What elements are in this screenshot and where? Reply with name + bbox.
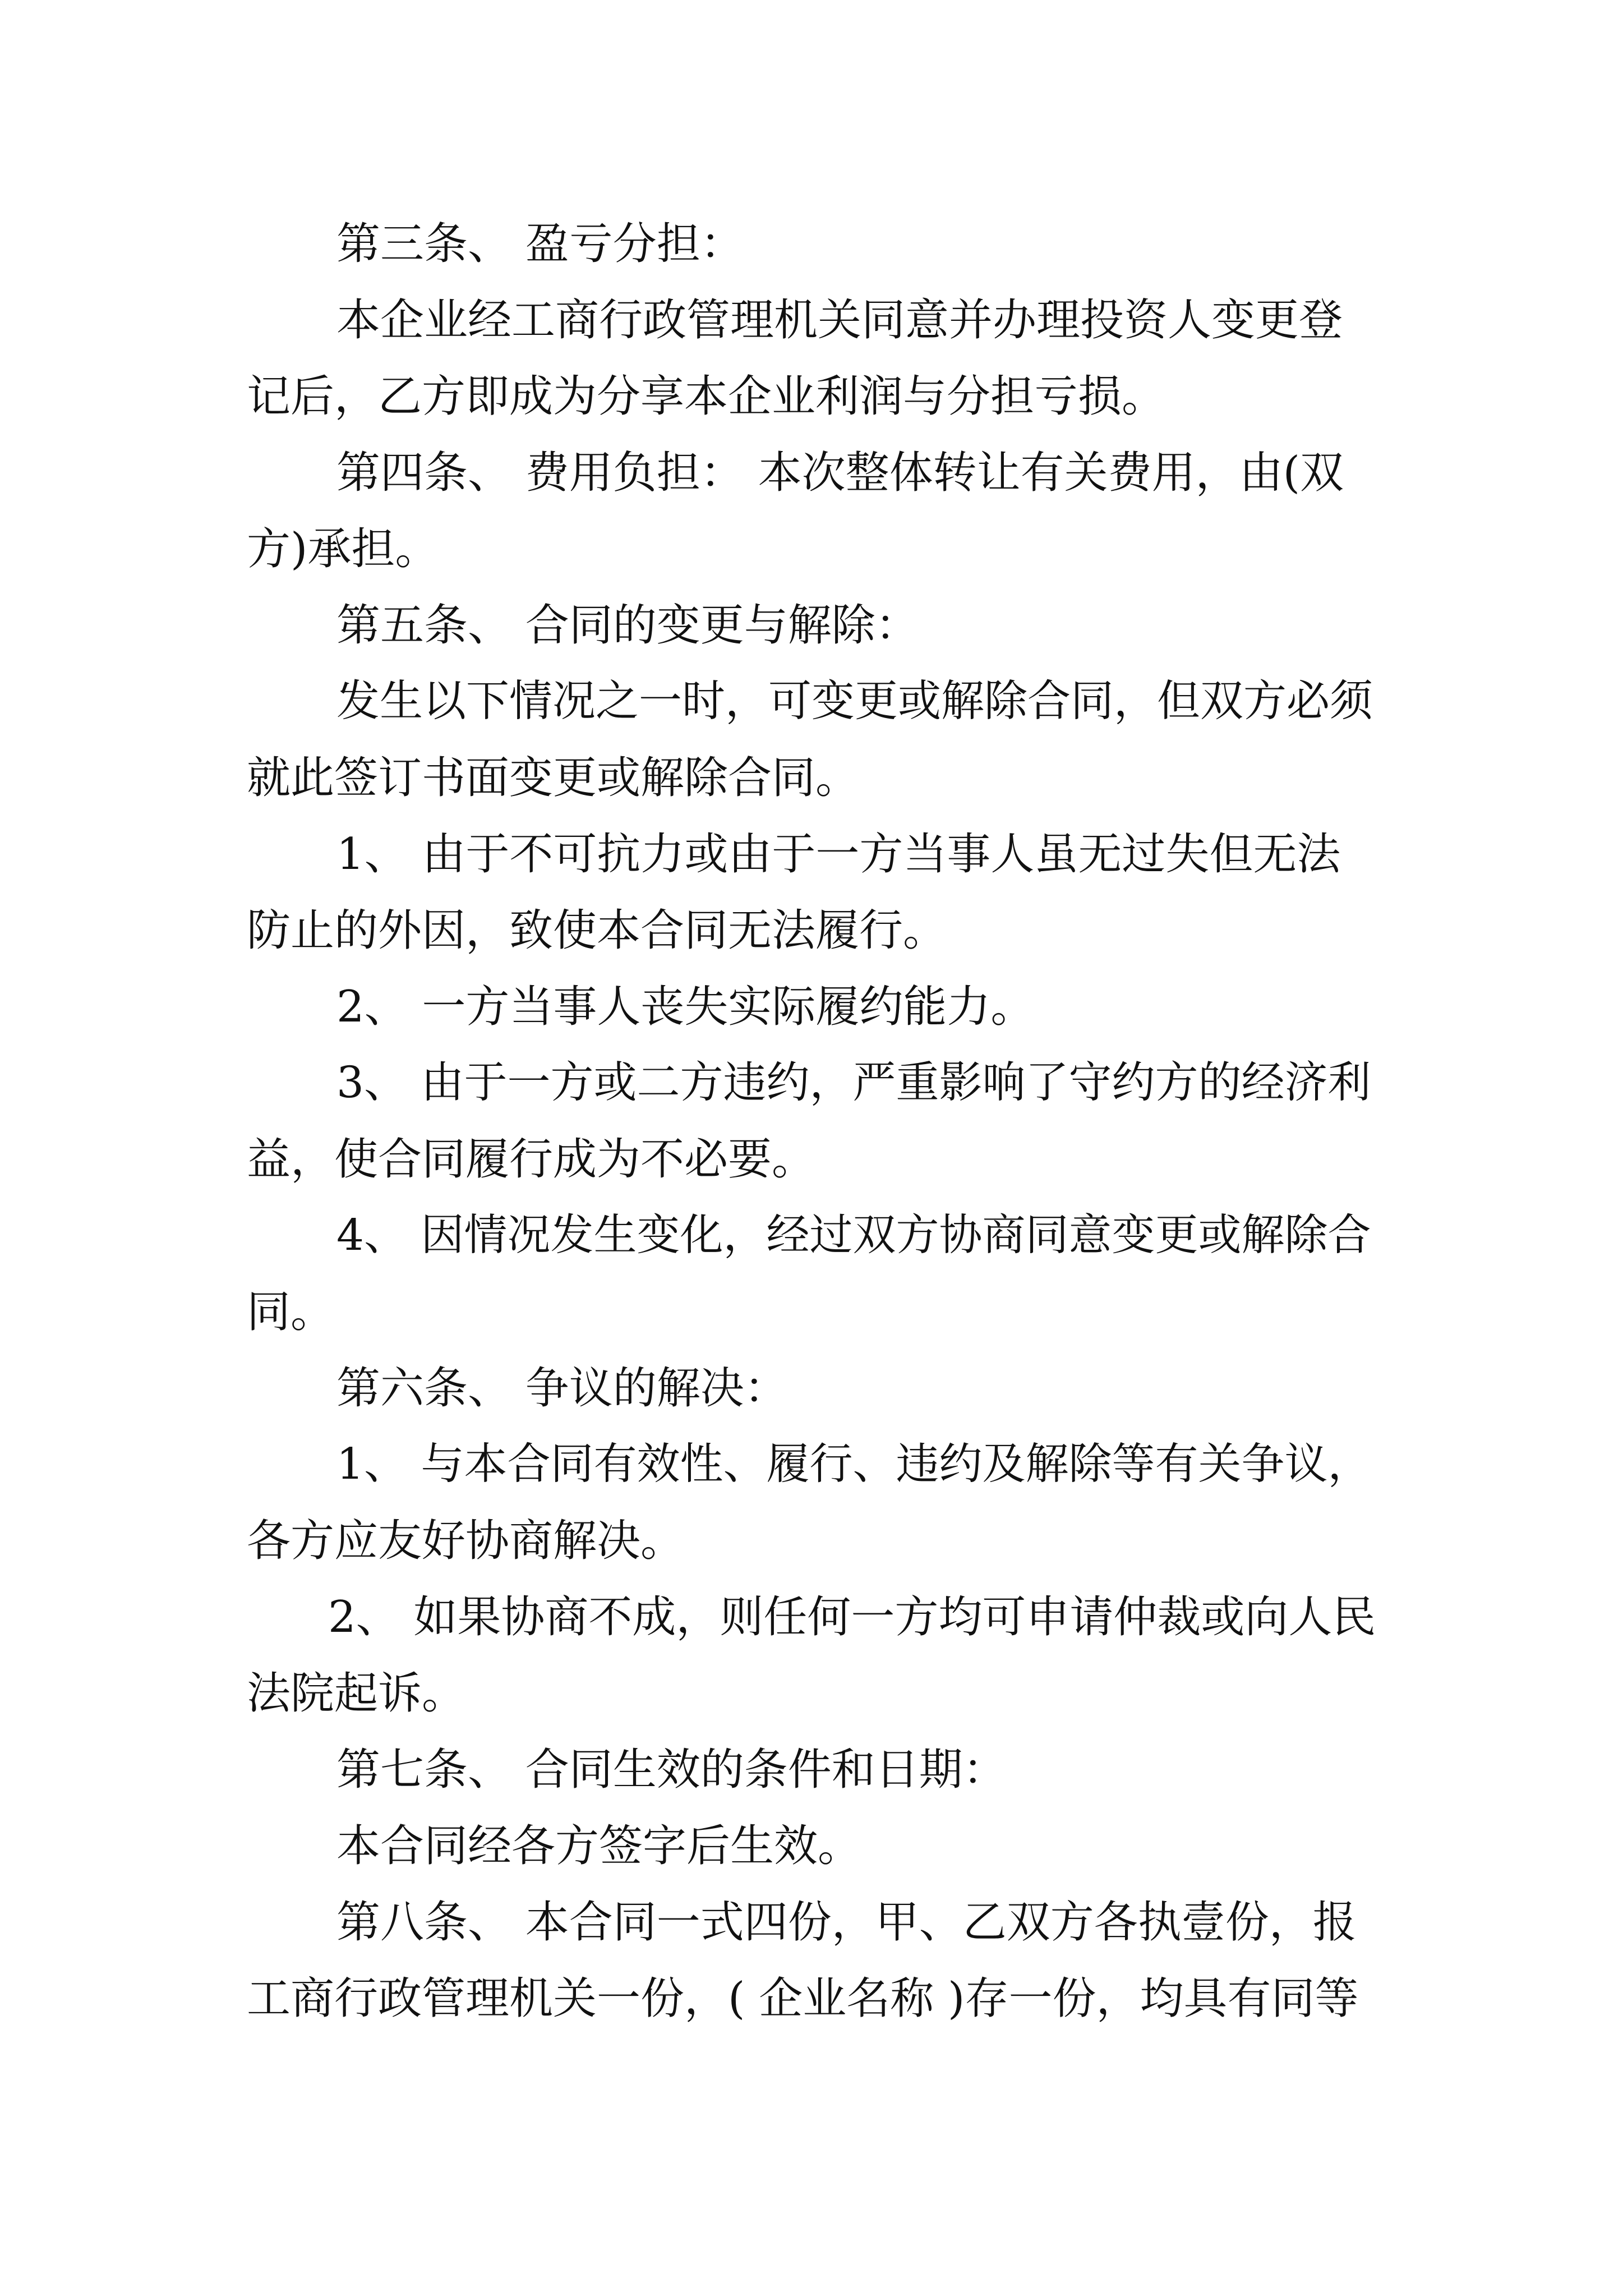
- text-line: 各方应友好协商解决。: [247, 1516, 685, 1566]
- text-line: 2、 如果协商不成，则任何一方均可申请仲裁或向人民: [328, 1592, 1376, 1642]
- text-line: 4、 因情况发生变化，经过双方协商同意变更或解除合: [336, 1211, 1371, 1260]
- text-line: 益，使合同履行成为不必要。: [247, 1134, 816, 1185]
- text-line: 第六条、 争议的解决：: [336, 1363, 788, 1414]
- text-line: 本合同经各方签字后生效。: [336, 1821, 862, 1871]
- text-line: 第八条、 本合同一式四份，甲、乙双方各执壹份，报: [336, 1897, 1357, 1948]
- text-line: 1、 由于不可抗力或由于一方当事人虽无过失但无法: [336, 829, 1341, 880]
- text-line: 1、 与本合同有效性、履行、违约及解除等有关争议，: [336, 1439, 1371, 1489]
- text-line: 工商行政管理机关一份，( 企业名称 )存一份，均具有同等: [247, 1973, 1359, 2024]
- text-line: 方)承担。: [247, 524, 439, 574]
- text-line: 发生以下情况之一时，可变更或解除合同，但双方必须: [336, 677, 1373, 726]
- text-line: 同。: [247, 1287, 335, 1337]
- text-line: 2、 一方当事人丧失实际履约能力。: [336, 982, 1035, 1032]
- text-line: 就此签订书面变更或解除合同。: [247, 753, 860, 803]
- text-line: 第四条、 费用负担： 本次整体转让有关费用，由(双: [336, 448, 1344, 498]
- text-line: 第七条、 合同生效的条件和日期：: [336, 1745, 1007, 1795]
- text-line: 防止的外因，致使本合同无法履行。: [247, 905, 947, 956]
- text-line: 本企业经工商行政管理机关同意并办理投资人变更登: [336, 295, 1343, 346]
- text-line: 第五条、 合同的变更与解除：: [336, 600, 919, 651]
- text-line: 记后，乙方即成为分享本企业利润与分担亏损。: [247, 371, 1166, 422]
- text-line: 3、 由于一方或二方违约，严重影响了守约方的经济利: [336, 1058, 1371, 1108]
- text-line: 第三条、 盈亏分担：: [336, 219, 744, 269]
- text-line: 法院起诉。: [247, 1668, 466, 1719]
